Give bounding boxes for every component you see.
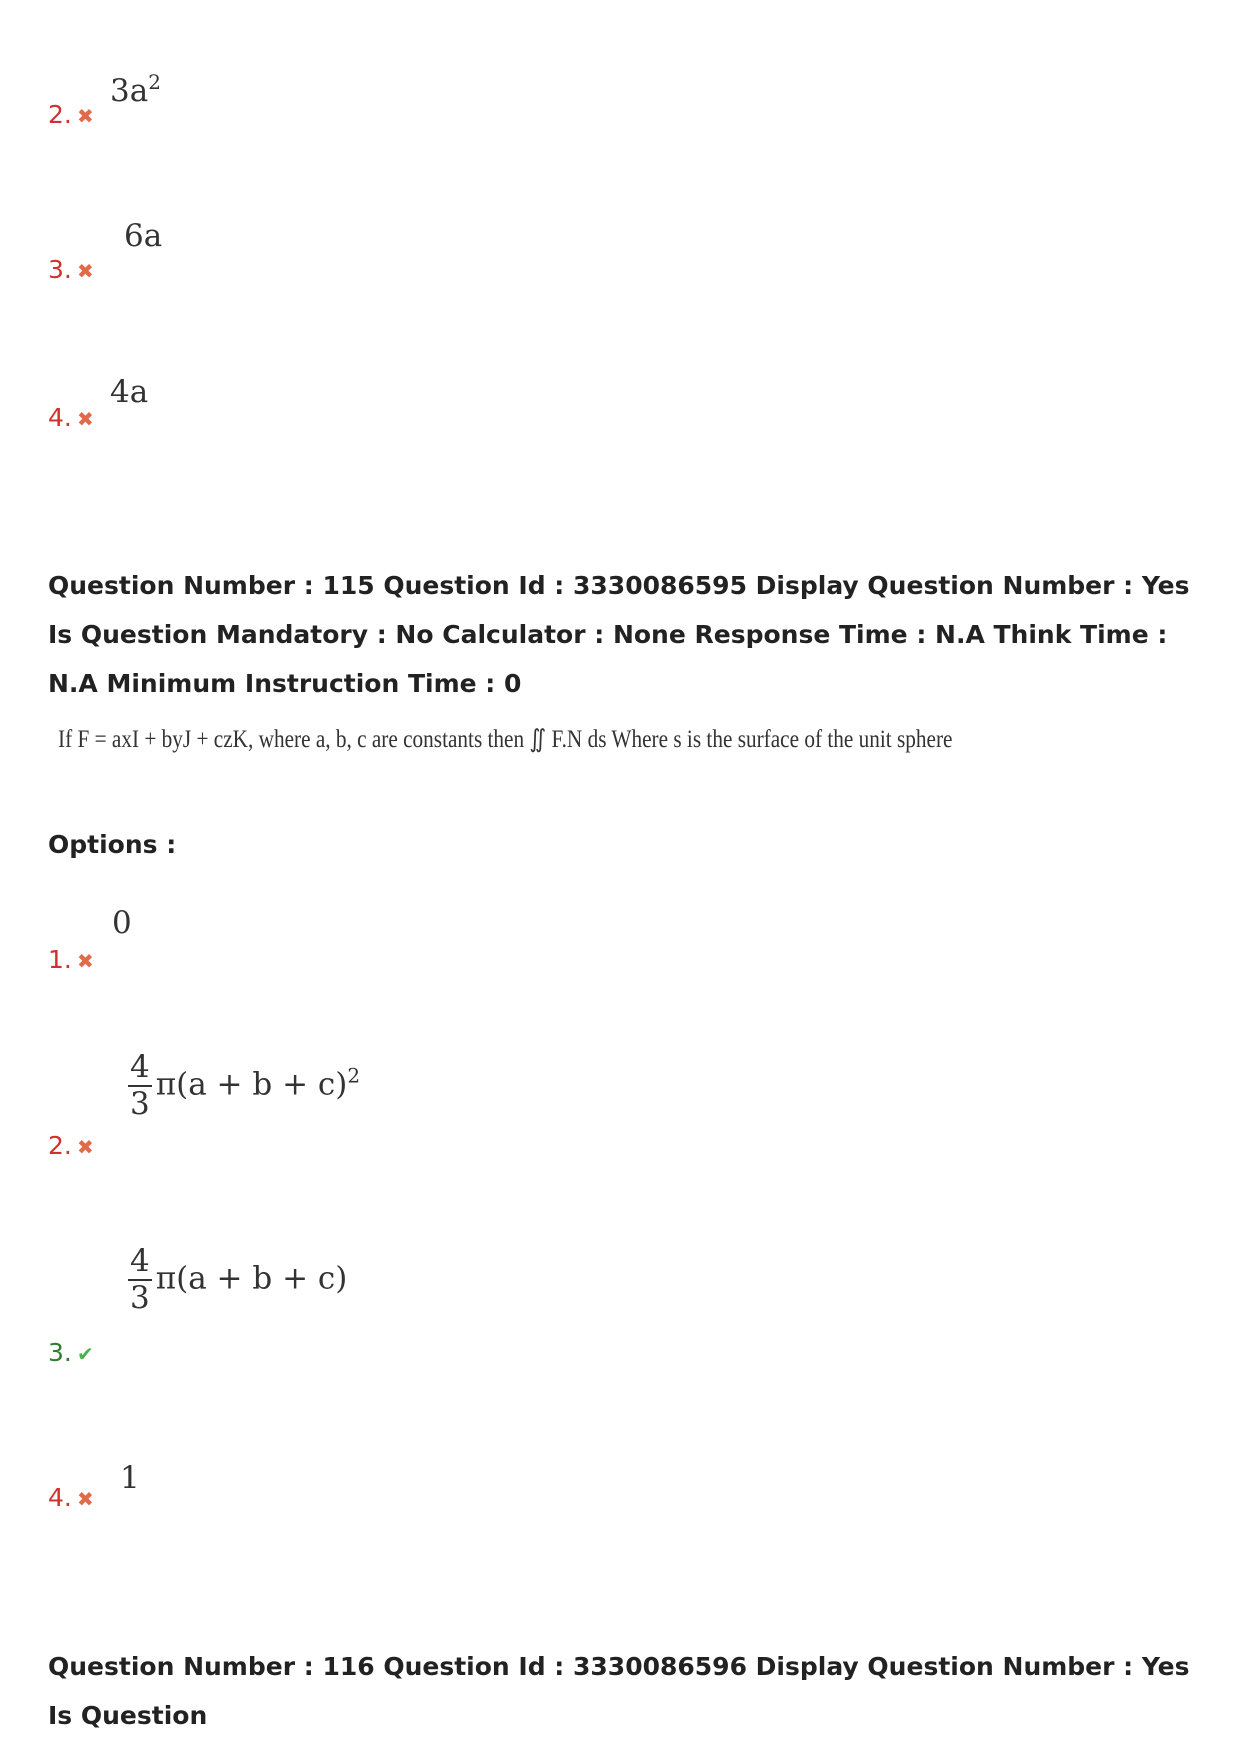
cross-icon: ✖ bbox=[76, 949, 94, 973]
answer-expression: π(a + b + c) bbox=[155, 1066, 348, 1103]
option-number: 2. bbox=[48, 1131, 72, 1160]
option-2-answer bbox=[128, 1049, 361, 1122]
prev-option-4-answer bbox=[110, 374, 148, 410]
option-number: 3. bbox=[48, 255, 72, 284]
option-number: 4. bbox=[48, 403, 72, 432]
option-4-answer bbox=[120, 1460, 140, 1496]
answer-expression: π(a + b + c) bbox=[155, 1260, 348, 1297]
cross-icon: ✖ bbox=[76, 407, 94, 431]
question-115-text: If F = axI + byJ + czK, where a, b, c are constants then ∬ F.N ds Where s is the surface of the unit sphere bbox=[58, 726, 953, 753]
fraction bbox=[128, 1243, 152, 1316]
prev-option-2 bbox=[48, 100, 94, 129]
answer-expression: 6a bbox=[124, 218, 163, 254]
option-1-answer bbox=[112, 905, 132, 941]
option-4 bbox=[48, 1483, 94, 1512]
options-label: Options : bbox=[48, 830, 177, 859]
prev-option-3 bbox=[48, 255, 94, 284]
fraction-denominator: 3 bbox=[130, 1086, 150, 1122]
answer-expression: 3a bbox=[110, 73, 149, 109]
fraction-numerator: 4 bbox=[130, 1243, 150, 1279]
prev-option-3-answer bbox=[124, 218, 162, 254]
option-number: 4. bbox=[48, 1483, 72, 1512]
prev-option-2-answer bbox=[110, 70, 161, 109]
option-3 bbox=[48, 1338, 94, 1367]
check-icon: ✔ bbox=[76, 1342, 94, 1366]
cross-icon: ✖ bbox=[76, 1487, 94, 1511]
option-2 bbox=[48, 1131, 94, 1160]
cross-icon: ✖ bbox=[76, 104, 94, 128]
option-3-answer bbox=[128, 1243, 348, 1316]
answer-expression: 4a bbox=[110, 374, 149, 410]
prev-option-4 bbox=[48, 403, 94, 432]
option-number: 3. bbox=[48, 1338, 72, 1367]
answer-exponent: 2 bbox=[347, 1063, 361, 1088]
option-number: 2. bbox=[48, 100, 72, 129]
fraction-numerator: 4 bbox=[130, 1049, 150, 1085]
answer-expression: 1 bbox=[120, 1460, 140, 1496]
question-116-header: Question Number : 116 Question Id : 3330086596 Display Question Number : Yes Is Question bbox=[48, 1652, 1190, 1730]
answer-exponent: 2 bbox=[148, 70, 161, 94]
fraction bbox=[128, 1049, 152, 1122]
option-number: 1. bbox=[48, 945, 72, 974]
fraction-denominator: 3 bbox=[130, 1280, 150, 1316]
cross-icon: ✖ bbox=[76, 1135, 94, 1159]
answer-expression: 0 bbox=[112, 905, 132, 941]
cross-icon: ✖ bbox=[76, 259, 94, 283]
option-1 bbox=[48, 945, 94, 974]
question-115-header: Question Number : 115 Question Id : 3330086595 Display Question Number : Yes Is Question Mandatory : No Calculator : None Response Time : N.A Think Time : N.A Minimum Instruction Time : 0 bbox=[48, 571, 1190, 698]
